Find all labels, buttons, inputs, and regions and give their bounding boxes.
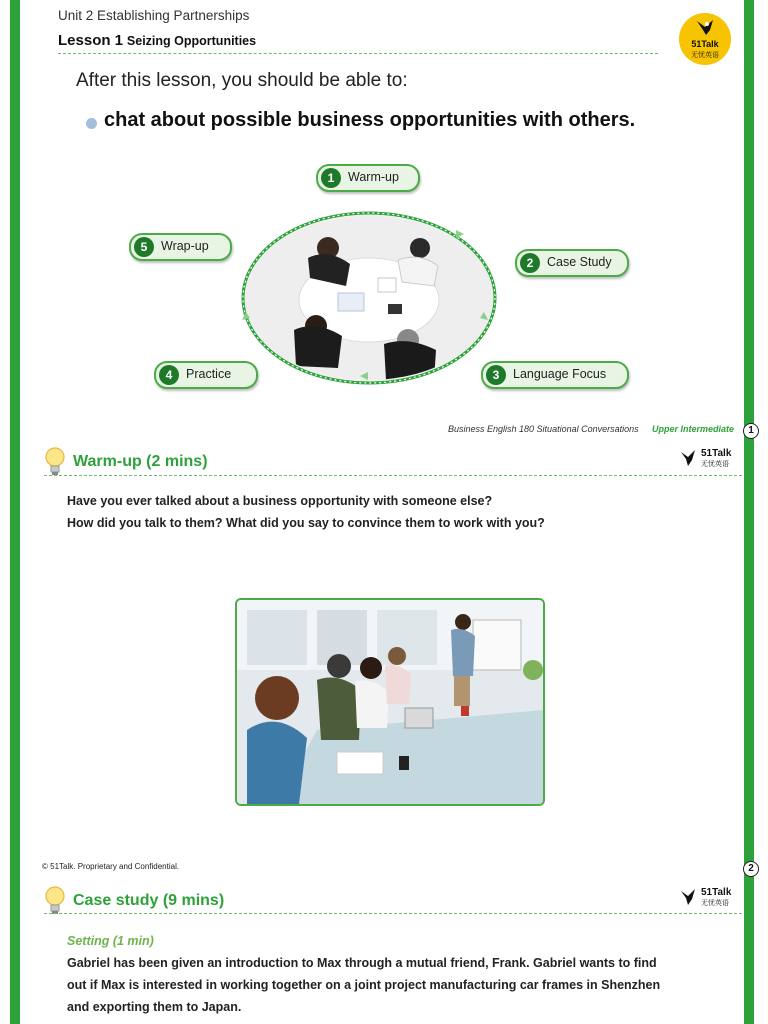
bird-logo-icon bbox=[679, 448, 699, 468]
book-title: Business English 180 Situational Conversations bbox=[448, 424, 639, 434]
logo-subtext: 无忧英语 bbox=[701, 461, 729, 468]
objective-item: chat about possible business opportunities with others. bbox=[104, 109, 636, 131]
case-study-text-line: out if Max is interested in working together on a joint project manufacturing car frames in Shenzhen bbox=[67, 978, 661, 992]
logo-subtext: 无忧英语 bbox=[691, 52, 719, 59]
logo-text: 51Talk bbox=[701, 448, 732, 459]
logo-text: 51Talk bbox=[691, 39, 719, 49]
step-label: Language Focus bbox=[513, 367, 607, 381]
header-divider bbox=[58, 53, 658, 54]
lesson-cycle-illustration bbox=[238, 208, 500, 388]
logo-subtext: 无忧英语 bbox=[701, 900, 729, 907]
lesson-prefix: Lesson 1 bbox=[58, 32, 124, 49]
step-number: 2 bbox=[520, 253, 540, 273]
step-number: 1 bbox=[321, 168, 341, 188]
step-number: 5 bbox=[134, 237, 154, 257]
section-divider bbox=[44, 913, 742, 914]
office-meeting-image bbox=[237, 600, 543, 804]
lesson-subtitle: Seizing Opportunities bbox=[126, 34, 257, 48]
setting-label: Setting (1 min) bbox=[67, 934, 154, 948]
cycle-step-wrap-up bbox=[129, 233, 232, 261]
lightbulb-icon bbox=[44, 447, 66, 477]
lightbulb-icon bbox=[44, 886, 66, 916]
step-label: Practice bbox=[186, 367, 232, 381]
step-number: 4 bbox=[159, 365, 179, 385]
bullet-dot bbox=[86, 118, 97, 129]
brand-logo bbox=[679, 13, 731, 65]
copyright-notice: © 51Talk. Proprietary and Confidential. bbox=[42, 862, 180, 871]
cycle-step-language-focus bbox=[481, 361, 629, 389]
warmup-question: Have you ever talked about a business opportunity with someone else? bbox=[67, 494, 493, 508]
level-label: Upper Intermediate bbox=[652, 424, 735, 434]
warmup-question: How did you talk to them? What did you say to convince them to work with you? bbox=[67, 516, 545, 530]
cycle-step-practice bbox=[154, 361, 258, 389]
bird-logo-icon bbox=[679, 887, 699, 907]
page-number-2: 2 bbox=[743, 861, 759, 877]
left-border-bar bbox=[10, 0, 20, 1024]
section-divider bbox=[44, 475, 742, 476]
unit-title: Unit 2 Establishing Partnerships bbox=[58, 8, 250, 23]
objectives-intro: After this lesson, you should be able to: bbox=[76, 70, 408, 91]
cycle-step-warm-up bbox=[316, 164, 420, 192]
lesson-title bbox=[58, 32, 256, 49]
case-study-text-line: Gabriel has been given an introduction to Max through a mutual friend, Frank. Gabriel wants to find bbox=[67, 956, 657, 970]
meeting-photo bbox=[235, 598, 545, 806]
case-study-title: Case study (9 mins) bbox=[73, 892, 225, 909]
step-label: Wrap-up bbox=[161, 239, 209, 253]
logo-text: 51Talk bbox=[701, 887, 732, 898]
cycle-step-case-study bbox=[515, 249, 629, 277]
step-label: Warm-up bbox=[348, 170, 399, 184]
step-label: Case Study bbox=[547, 255, 612, 269]
step-number: 3 bbox=[486, 365, 506, 385]
warmup-title: Warm-up (2 mins) bbox=[73, 453, 208, 470]
page-number-1: 1 bbox=[743, 423, 759, 439]
case-study-text-line: and exporting them to Japan. bbox=[67, 1000, 242, 1014]
small-brand-logo bbox=[679, 887, 735, 909]
small-brand-logo bbox=[679, 448, 735, 470]
